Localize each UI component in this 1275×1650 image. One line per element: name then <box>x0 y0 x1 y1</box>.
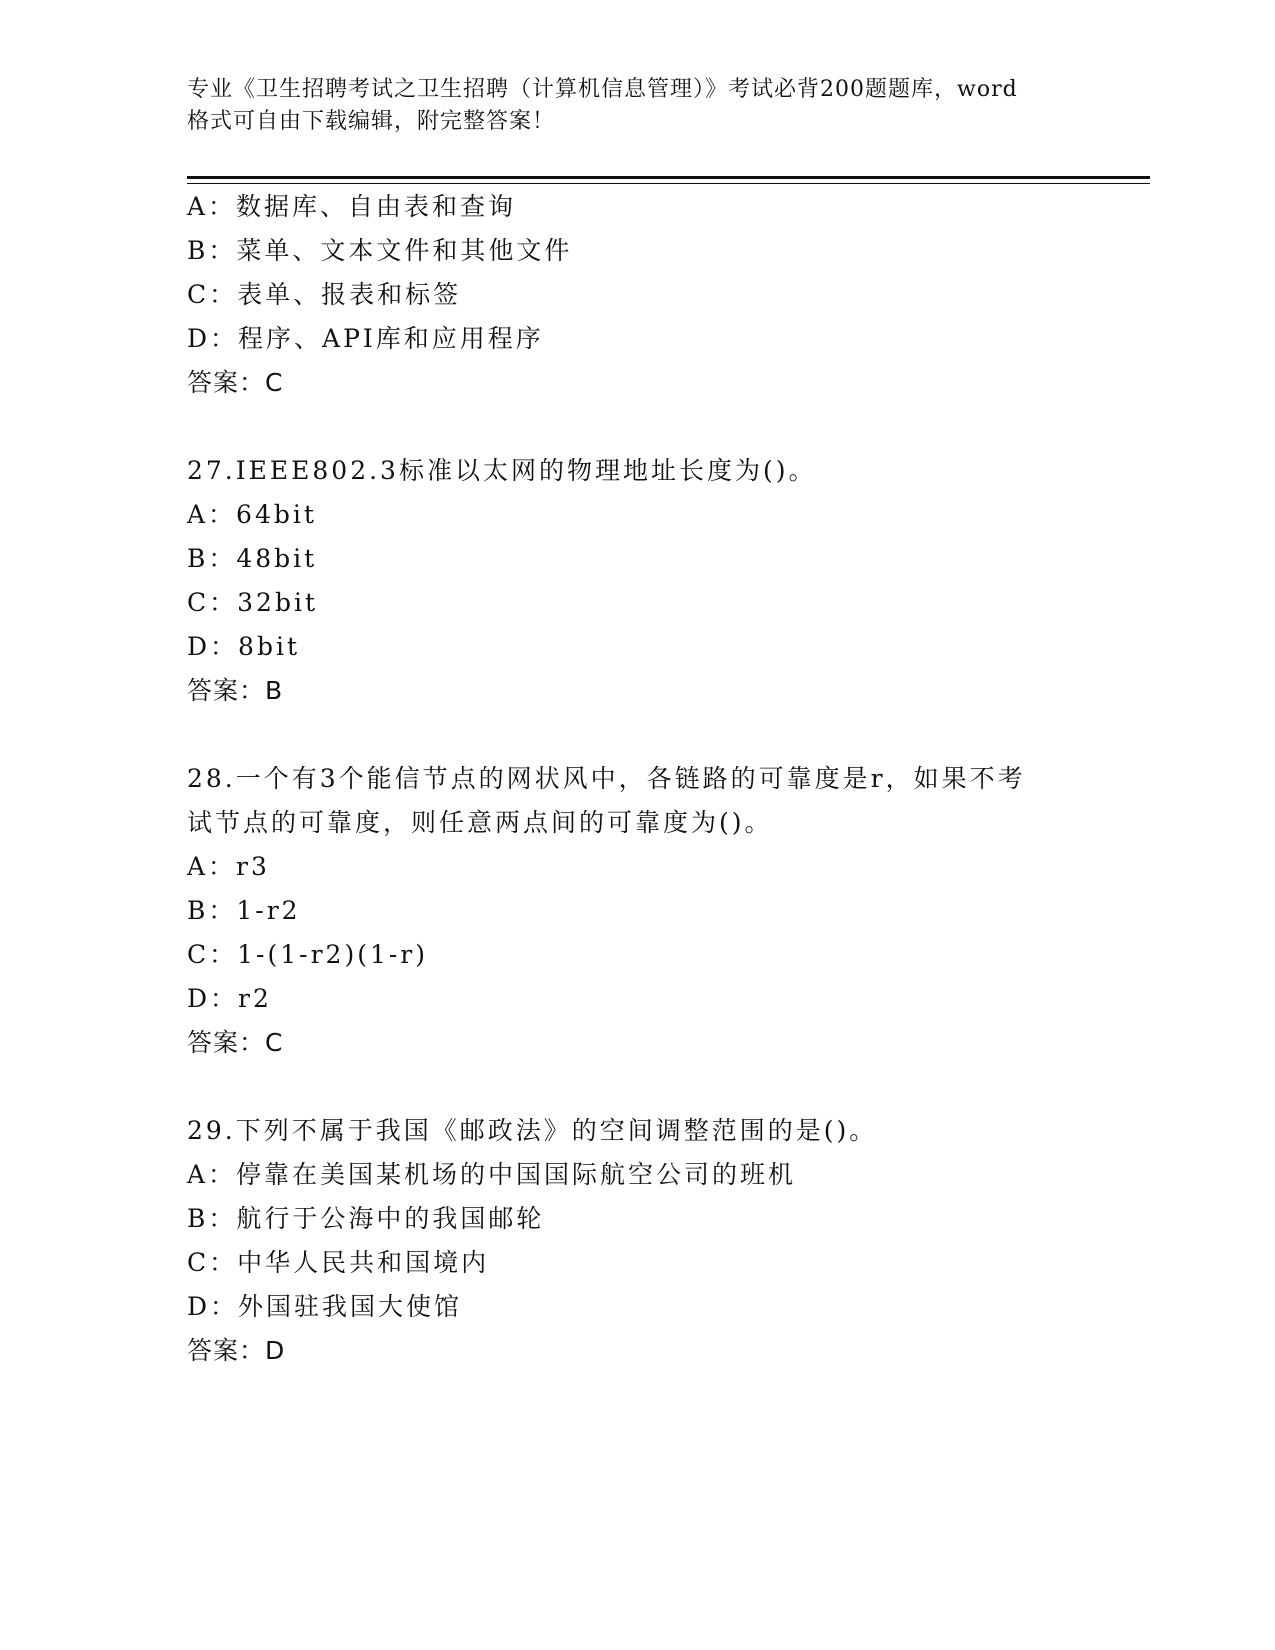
q28-stem-line-2: 试节点的可靠度，则任意两点间的可靠度为()。 <box>187 808 773 837</box>
q29-option-a: A：停靠在美国某机场的中国国际航空公司的班机 <box>187 1160 797 1189</box>
q28-option-d: D：r2 <box>187 984 272 1013</box>
q29-option-b: B：航行于公海中的我国邮轮 <box>187 1204 545 1233</box>
header-rule-thick <box>187 176 1150 179</box>
q28-option-c: C：1-(1-r2)(1-r) <box>187 940 429 969</box>
q29-option-c: C：中华人民共和国境内 <box>187 1248 490 1277</box>
q29-option-d: D：外国驻我国大使馆 <box>187 1292 463 1321</box>
q26-answer: 答案：C <box>187 368 284 397</box>
header-line-2: 格式可自由下载编辑，附完整答案！ <box>187 109 556 134</box>
q29-stem: 29.下列不属于我国《邮政法》的空间调整范围的是()。 <box>187 1116 878 1145</box>
q26-option-c: C：表单、报表和标签 <box>187 280 462 309</box>
q27-option-d: D：8bit <box>187 632 300 661</box>
header-line-1: 专业《卫生招聘考试之卫生招聘（计算机信息管理）》考试必背200题题库，word <box>187 77 1018 102</box>
q28-option-a: A：r3 <box>187 852 270 881</box>
q27-answer: 答案：B <box>187 676 284 705</box>
q29-answer: 答案：D <box>187 1336 286 1365</box>
q27-option-b: B：48bit <box>187 544 318 573</box>
q26-option-b: B：菜单、文本文件和其他文件 <box>187 236 573 265</box>
q26-option-d: D：程序、API库和应用程序 <box>187 324 544 353</box>
q28-stem-line-1: 28.一个有3个能信节点的网状风中，各链路的可靠度是r，如果不考 <box>187 764 1026 793</box>
page-header <box>187 74 1087 138</box>
q27-option-a: A：64bit <box>187 500 317 529</box>
q28-answer: 答案：C <box>187 1028 284 1057</box>
q26-option-a: A：数据库、自由表和查询 <box>187 192 517 221</box>
q27-stem: 27.IEEE802.3标准以太网的物理地址长度为()。 <box>187 456 817 485</box>
header-rule-thin <box>187 183 1150 184</box>
q27-option-c: C：32bit <box>187 588 318 617</box>
q28-option-b: B：1-r2 <box>187 896 301 925</box>
